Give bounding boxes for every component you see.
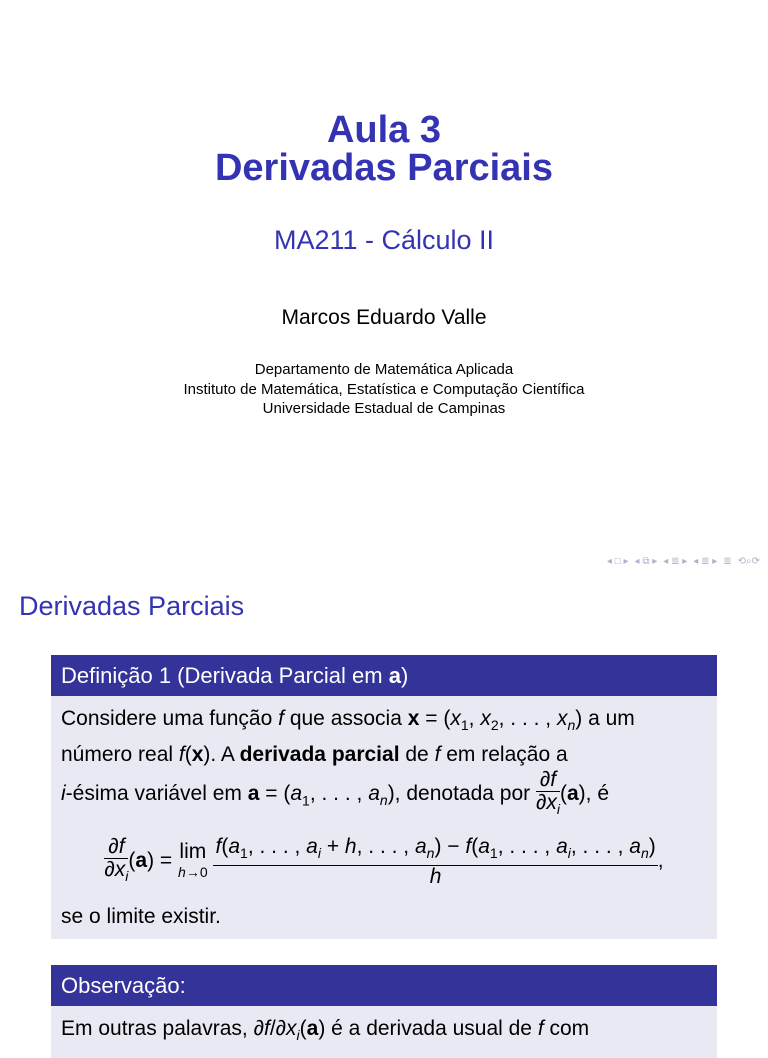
slide-title-line1: Aula 3 bbox=[326, 109, 442, 151]
slide-title-line2: Derivadas Parciais bbox=[214, 147, 553, 189]
observation-line-1: Em outras palavras, $\partial f/\partial x_i(a)$ é a derivada usual de f com bbox=[61, 1017, 590, 1044]
limit-formula: $\frac{\partial f}{\partial x_i}$ (a) = lim h→0 $f(a_1$, . . . , $a_i + h$, . . . , $a_n) - f(a_1$, . . . , $a_i$, . . . , $a_n$) h , bbox=[104, 835, 664, 888]
limit-operator: lim h→0 bbox=[178, 839, 208, 880]
nav-prev-slide-icon[interactable]: ◂ □ ▸ bbox=[606, 556, 629, 567]
affiliation-line-2: Instituto de Matemática, Estatística e Computação Científica bbox=[183, 381, 585, 398]
course-subtitle: MA211 - Cálculo II bbox=[273, 225, 495, 255]
beamer-navigation-bar bbox=[607, 556, 760, 567]
affiliation-line-1: Departamento de Matemática Aplicada bbox=[254, 361, 514, 378]
content-slide bbox=[0, 576, 768, 1044]
definition-closing: se o limite existir. bbox=[61, 904, 221, 928]
observation-block bbox=[51, 965, 717, 1058]
author-name: Marcos Eduardo Valle bbox=[281, 306, 487, 329]
affiliation-line-3: Universidade Estadual de Campinas bbox=[262, 400, 506, 417]
nav-frame-icon[interactable]: ◂ ⧉ ▸ bbox=[634, 556, 658, 567]
frame-title: Derivadas Parciais bbox=[19, 591, 245, 621]
definition-line-2: número real f(x). A derivada parcial de f em relação a bbox=[61, 743, 568, 767]
observation-title: Observação: bbox=[51, 965, 717, 1006]
definition-block bbox=[51, 655, 717, 939]
observation-body bbox=[51, 1006, 717, 1058]
definition-line-3: i-ésima variável em $a = (a_1$, . . . , $a_n$), denotada por $\frac{\partial f}{\partial x_i}$ (a), é bbox=[61, 769, 707, 820]
definition-title: Definição 1 (Derivada Parcial em a) bbox=[51, 655, 717, 696]
definition-body bbox=[51, 696, 717, 939]
partial-derivative-fraction: $\frac{\partial f}{\partial x_i}$ bbox=[535, 768, 560, 818]
definition-line-1: Considere uma função f que associa $x = (x_1$, $x_2$, . . . , $x_n$) a um bbox=[61, 707, 635, 734]
nav-toc-icon[interactable]: ≣ bbox=[723, 556, 732, 567]
nav-search-icon[interactable]: ⟲⌕⟳ bbox=[737, 556, 760, 567]
nav-section-icon[interactable]: ◂ ≣ ▸ bbox=[693, 556, 718, 567]
nav-subsection-icon[interactable]: ◂ ≣ ▸ bbox=[663, 556, 688, 567]
